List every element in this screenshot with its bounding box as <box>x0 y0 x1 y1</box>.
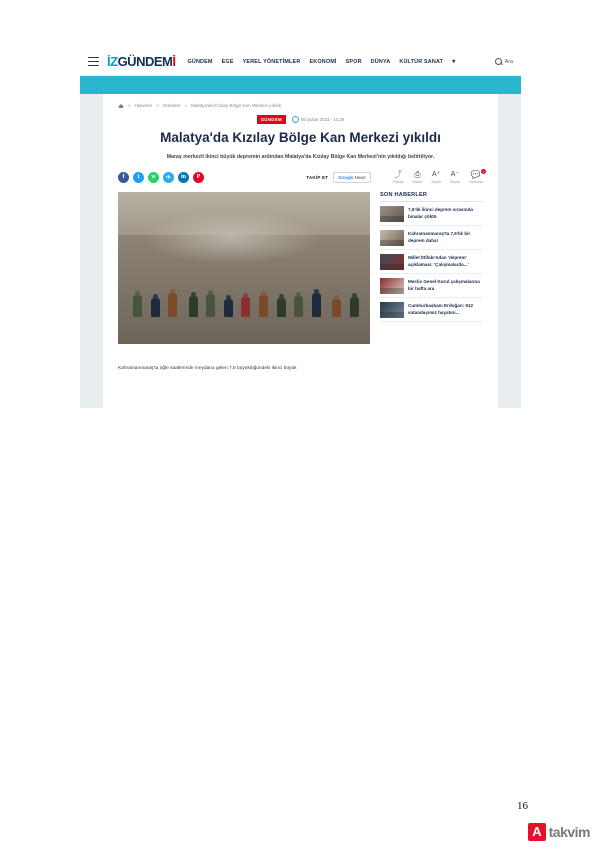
font-increase-tool[interactable] <box>432 170 441 184</box>
list-item-label: Cumhurbaşkanı Erdoğan: 912 vatandaşımız hayatını... <box>408 303 474 315</box>
breadcrumb-sep-3: » <box>184 102 187 108</box>
font-decrease-tool[interactable] <box>450 170 460 184</box>
latest-news-sidebar <box>380 192 483 344</box>
google-news-suffix: News <box>353 174 366 180</box>
page-number: 16 <box>517 800 528 812</box>
logo-main: GÜNDEM <box>117 54 173 69</box>
article-meta <box>103 115 498 124</box>
share-icon: ⤴ <box>394 170 403 180</box>
news-thumbnail <box>380 302 404 318</box>
nav-item-yerel-yonetimler[interactable]: YEREL YÖNETİMLER <box>242 58 301 65</box>
search-icon <box>495 58 502 65</box>
nav-item-ege[interactable]: EGE <box>221 58 234 65</box>
list-item[interactable] <box>380 274 483 298</box>
nav-item-dunya[interactable]: DÜNYA <box>370 58 391 65</box>
home-icon[interactable] <box>118 102 124 108</box>
linkedin-share-button[interactable]: in <box>178 172 189 183</box>
social-share-buttons <box>118 172 204 183</box>
page-title: Malatya'da Kızılay Bölge Kan Merkezi yıkıldı <box>160 130 441 145</box>
share-bar <box>118 170 483 184</box>
share-tool-label: Paylaş <box>392 180 404 185</box>
telegram-share-button[interactable]: ✈ <box>163 172 174 183</box>
timestamp-text: 06 Şubat 2023 - 14:28 <box>300 117 345 122</box>
news-thumbnail <box>380 254 404 270</box>
printer-icon: ⎙ <box>414 170 421 180</box>
timestamp <box>292 116 344 123</box>
follow-label: TAKİP ET <box>306 174 329 180</box>
logo-prefix: İZ <box>107 54 118 69</box>
print-tool[interactable] <box>412 170 422 184</box>
breadcrumb <box>103 94 498 108</box>
font-increase-label: Büyüt <box>431 180 441 185</box>
twitter-share-button[interactable]: t <box>133 172 144 183</box>
font-decrease-label: Küçült <box>449 180 460 185</box>
list-item-label: Meclis Genel Kurul çalışmalarına bir hafta ara <box>408 279 480 291</box>
breadcrumb-item-haberler[interactable]: Haberler <box>134 102 153 108</box>
print-tool-label: Yazdır <box>412 180 423 185</box>
list-item[interactable] <box>380 250 483 274</box>
nav-search[interactable] <box>495 58 513 65</box>
list-item-label: 7,6'lık ikinci deprem sırasında binalar çöktü <box>408 207 473 219</box>
breadcrumb-sep-1: » <box>128 102 131 108</box>
breadcrumb-item-gundem[interactable]: Gündem <box>162 102 181 108</box>
article-card <box>103 94 498 408</box>
lead-photo <box>118 192 370 344</box>
google-news-button[interactable] <box>333 172 370 183</box>
whatsapp-share-button[interactable]: w <box>148 172 159 183</box>
list-item[interactable] <box>380 298 483 322</box>
facebook-share-button[interactable]: f <box>118 172 129 183</box>
list-item-label: Kahramanmaraş'ta 7,6'lık bir deprem daha! <box>408 231 471 243</box>
nav-item-spor[interactable]: SPOR <box>345 58 362 65</box>
category-badge[interactable]: GÜNDEM <box>257 115 286 124</box>
clock-icon <box>292 116 299 123</box>
google-news-prefix: Google <box>338 174 354 180</box>
site-logo[interactable] <box>107 54 175 69</box>
news-thumbnail <box>380 278 404 294</box>
logo-suffix: İ <box>172 54 176 69</box>
font-increase-icon: A⁺ <box>431 171 441 179</box>
sidebar-title: SON HABERLER <box>380 192 483 202</box>
list-item-label: Millet İttifakı'ndan 'deprem' açıklaması: 'Çalışmalarda...' <box>408 255 469 267</box>
primary-nav <box>187 58 455 65</box>
watermark-text: takvim <box>548 824 590 840</box>
photo-caption: Kahramanmaraş'ta öğle saatlerinde meydana gelen 7,6 büyüklüğündeki ikinci büyük <box>118 366 297 371</box>
teal-accent-band <box>80 76 521 94</box>
news-thumbnail <box>380 230 404 246</box>
list-item[interactable] <box>380 202 483 226</box>
nav-item-kultur-sanat[interactable]: KÜLTÜR SANAT <box>399 58 444 65</box>
chevron-down-icon[interactable]: ▾ <box>452 59 456 65</box>
site-navbar <box>80 48 521 76</box>
comment-icon: 💬 <box>470 170 481 180</box>
comment-count-badge: 0 <box>482 169 485 174</box>
search-label: Ara <box>504 58 513 65</box>
share-tool[interactable] <box>393 170 404 184</box>
nav-item-gundem[interactable]: GÜNDEM <box>187 58 213 65</box>
comments-tool[interactable] <box>469 170 483 184</box>
follow-group <box>306 172 370 183</box>
hamburger-menu-icon[interactable] <box>88 57 99 66</box>
comments-tool-label: Yorumlar <box>468 180 483 185</box>
breadcrumb-item-current: Malatya'da Kızılay Bölge Kan Merkezi yıkıldı <box>190 102 282 108</box>
takvim-watermark <box>528 823 590 841</box>
breadcrumb-sep-2: » <box>156 102 159 108</box>
nav-item-ekonomi[interactable]: EKONOMİ <box>309 58 337 65</box>
list-item[interactable] <box>380 226 483 250</box>
font-decrease-icon: A⁻ <box>450 171 459 179</box>
photo-rescue-crowd <box>118 253 370 317</box>
news-article-screenshot <box>80 48 521 408</box>
article-body <box>118 192 483 344</box>
article-standfirst: Maraş merkezli ikinci büyük depremin ardından Malatya'da Kızılay Bölge Kan Merkezi'nin yıkıldığı belirtiliyor. <box>166 153 435 160</box>
pinterest-share-button[interactable]: P <box>193 172 204 183</box>
news-thumbnail <box>380 206 404 222</box>
watermark-mark: A <box>528 823 545 841</box>
article-tools <box>393 170 483 184</box>
